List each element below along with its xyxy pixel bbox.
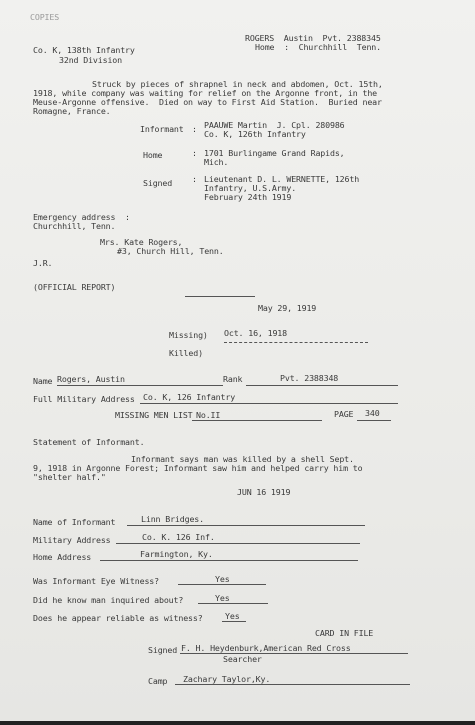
narrative-line-4: Romagne, France. [33,106,111,116]
rank-underline [246,385,398,386]
camp-label: Camp [148,676,168,686]
military-address-underline [140,403,398,404]
informant-home-underline [100,560,358,561]
answer-reliable-underline [222,621,246,622]
military-address-label: Full Military Address [33,394,135,404]
searcher-signed-value: F. H. Heydenburk,American Red Cross [181,643,351,653]
name-underline [57,385,223,386]
answer-eye-witness: Yes [215,574,230,584]
informant-military-label: Military Address [33,535,111,545]
initials: J.R. [33,258,53,268]
home-line-1: 1701 Burlingame Grand Rapids, [204,148,345,158]
emergency-contact-2: #3, Church Hill, Tenn. [117,246,224,256]
statement-line-1: Informant says man was killed by a shell Sept. [131,454,354,464]
informant-military-value: Co. K. 126 Inf. [142,532,215,542]
home-label: Home [143,150,163,160]
informant-label: Informant [140,124,184,134]
page-underline [357,420,391,421]
report-date: May 29, 1919 [258,303,317,313]
question-knew-man: Did he know man inquired about? [33,595,184,605]
answer-knew-man-underline [198,603,268,604]
emergency-label: Emergency address : [33,212,130,222]
searcher-signed-underline [180,653,408,654]
informant-home-label: Home Address [33,552,92,562]
answer-eye-witness-underline [178,584,266,585]
missing-list-underline [192,420,322,421]
searcher-title: Searcher [223,654,262,664]
answer-reliable: Yes [225,611,240,621]
informant-line-1: PAAUWE Martin J. Cpl. 280986 [204,120,345,130]
card-in-file: CARD IN FILE [315,628,374,638]
question-eye-witness: Was Informant Eye Witness? [33,576,159,586]
report-title: (OFFICIAL REPORT) [33,282,116,292]
statement-title: Statement of Informant. [33,437,145,447]
report-separator [185,296,255,297]
missing-list-label: MISSING MEN LIST [115,410,193,420]
home-colon: : [192,148,197,158]
camp-underline [175,684,410,685]
informant-military-underline [116,543,360,544]
signed-line-2: Infantry, U.S.Army. [204,183,297,193]
informant-home-value: Farmington, Ky. [140,549,213,559]
statement-date: JUN 16 1919 [237,487,291,497]
home-line-2: Mich. [204,157,229,167]
missing-label: Missing) [169,330,208,340]
rank-label: Rank [223,374,243,384]
answer-knew-man: Yes [215,593,230,603]
question-reliable: Does he appear reliable as witness? [33,613,203,623]
soldier-name-line: ROGERS Austin Pvt. 2388345 [245,33,381,43]
signed-label: Signed [143,178,173,188]
informant-name-value: Linn Bridges. [141,514,204,524]
narrative-line-1: Struck by pieces of shrapnel in neck and abdomen, Oct. 15th, [92,79,383,89]
soldier-home-line: Home : Churchhill Tenn. [255,42,381,52]
informant-name-label: Name of Informant [33,517,116,527]
statement-line-3: "shelter half." [33,472,106,482]
missing-date-line [224,342,368,343]
statement-line-2: 9, 1918 in Argonne Forest; Informant saw him and helped carry him to [33,463,363,473]
military-address-value: Co. K, 126 Infantry [143,392,236,402]
soldier-unit-line: Co. K, 138th Infantry [33,45,135,55]
informant-line-2: Co. K, 126th Infantry [204,129,306,139]
emergency-contact-1: Mrs. Kate Rogers, [100,237,183,247]
page-value: 340 [365,408,380,418]
camp-value: Zachary Taylor,Ky. [183,674,271,684]
copies-stamp: COPIES [30,12,60,22]
missing-date: Oct. 16, 1918 [224,328,287,338]
killed-label: Killed) [169,348,203,358]
soldier-division-line: 32nd Division [59,55,122,65]
informant-colon: : [192,124,197,134]
signed-line-1: Lieutenant D. L. WERNETTE, 126th [204,174,360,184]
missing-list-value: No.II [196,410,221,420]
scan-bottom-edge [0,721,475,725]
informant-name-underline [127,525,365,526]
narrative-line-3: Meuse-Argonne offensive. Died on way to First Aid Station. Buried near [33,97,382,107]
signed-line-3: February 24th 1919 [204,192,292,202]
signed-colon: : [192,174,197,184]
searcher-signed-label: Signed [148,645,178,655]
emergency-city: Churchhill, Tenn. [33,221,116,231]
name-label: Name [33,376,53,386]
page-label: PAGE [334,409,354,419]
narrative-line-2: 1918, while company was waiting for relief on the Argonne front, in the [33,88,378,98]
rank-value: Pvt. 2388348 [280,373,339,383]
name-value: Rogers, Austin [57,374,125,384]
